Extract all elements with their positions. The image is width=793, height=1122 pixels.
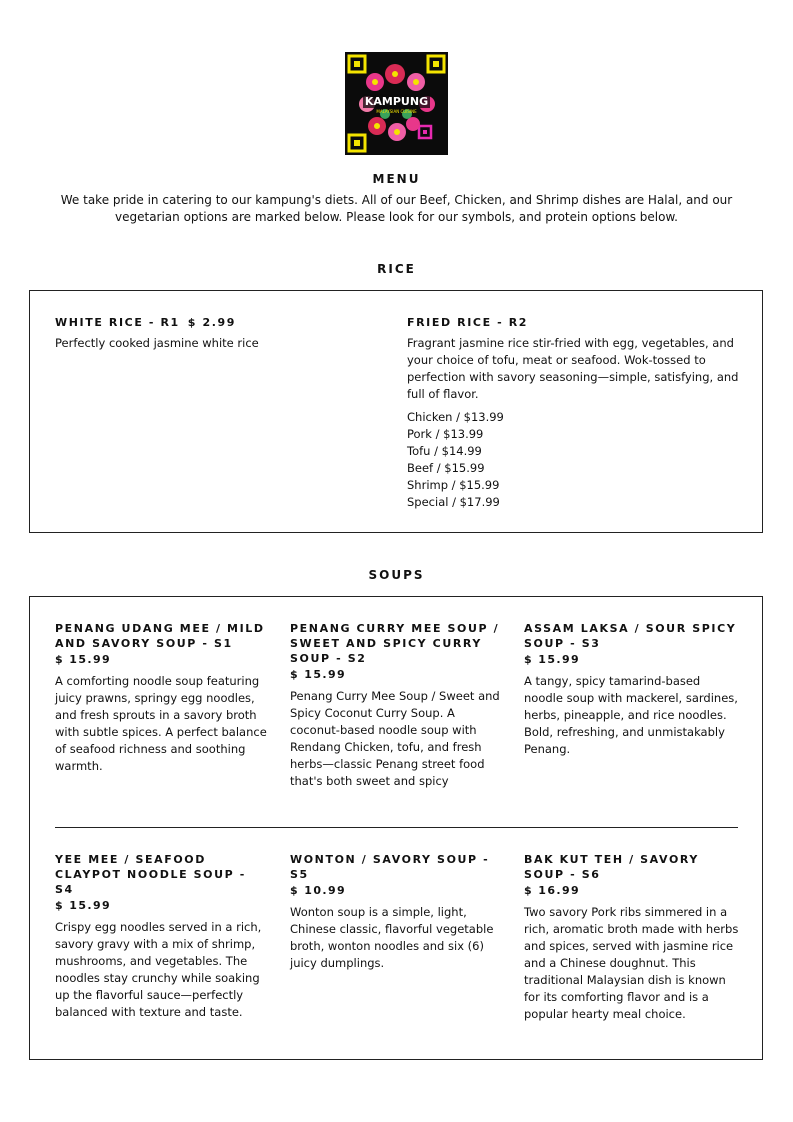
item-desc: Fragrant jasmine rice stir-fried with egg, vegetables, and your choice of tofu, meat or seafood. Wok-tossed to perfection with savory seasoning—simple, satisfying, and full of flavor. — [407, 336, 739, 401]
option-special: Special / $17.99 — [407, 495, 500, 509]
option-shrimp: Shrimp / $15.99 — [407, 478, 500, 492]
item-name: ASSAM LAKSA / SOUR SPICY SOUP - S3 — [524, 622, 737, 650]
menu-item-white-rice — [55, 315, 375, 352]
menu-item-s2 — [290, 621, 502, 790]
intro-text: We take pride in catering to our kampung's diets. All of our Beef, Chicken, and Shrimp dishes are Halal, and our vegetarian options are marked below. Please look for our symbols, and protein options below. — [60, 193, 733, 224]
logo-text-main: KAMPUNG — [364, 95, 429, 108]
option-beef: Beef / $15.99 — [407, 461, 485, 475]
rice-box — [29, 290, 763, 533]
option-pork: Pork / $13.99 — [407, 427, 484, 441]
item-name: WONTON / SAVORY SOUP - S5 — [290, 853, 490, 881]
item-name: FRIED RICE - R2 — [407, 316, 529, 329]
rice-section-title: RICE — [377, 262, 416, 276]
item-name: WHITE RICE - R1 $ 2.99 — [55, 316, 237, 329]
item-desc: A tangy, spicy tamarind-based noodle soup with mackerel, sardines, herbs, pineapple, and rice noodles. Bold, refreshing, and unmistakably Penang. — [524, 674, 738, 756]
kampung-logo — [345, 52, 448, 155]
menu-item-s6 — [524, 852, 742, 1023]
item-price: $ 15.99 — [55, 899, 112, 912]
item-name: PENANG CURRY MEE SOUP / SWEET AND SPICY CURRY SOUP - S2 — [290, 622, 500, 665]
menu-item-fried-rice — [407, 315, 739, 511]
item-price: $ 16.99 — [524, 884, 581, 897]
item-name: PENANG UDANG MEE / MILD AND SAVORY SOUP - S1 — [55, 622, 265, 650]
item-desc: Wonton soup is a simple, light, Chinese classic, flavorful vegetable broth, wonton noodles and six (6) juicy dumplings. — [290, 905, 494, 970]
soups-box — [29, 596, 763, 1060]
logo-text-sub: MALAYSIAN CUISINE — [376, 109, 417, 114]
item-desc: Penang Curry Mee Soup / Sweet and Spicy Coconut Curry Soup. A coconut-based noodle soup with Rendang Chicken, tofu, and fresh herbs—classic Penang street food that's both sweet and spicy — [290, 689, 500, 788]
item-name: BAK KUT TEH / SAVORY SOUP - S6 — [524, 853, 699, 881]
item-price: $ 10.99 — [290, 884, 347, 897]
item-desc: Two savory Pork ribs simmered in a rich, aromatic broth made with herbs and spices, served with jasmine rice and a Chinese doughnut. This traditional Malaysian dish is known for its comforting flavor and is a popular hearty meal choice. — [524, 905, 739, 1021]
soups-divider — [55, 827, 738, 828]
item-price: $ 2.99 — [187, 316, 237, 329]
logo-graphic — [345, 52, 448, 155]
menu-item-s1 — [55, 621, 267, 775]
option-chicken: Chicken / $13.99 — [407, 410, 504, 424]
item-price: $ 15.99 — [524, 653, 581, 666]
protein-options — [407, 409, 739, 511]
item-desc: A comforting noodle soup featuring juicy prawns, springy egg noodles, and fresh sprouts in a savory broth with subtle spices. A perfect balance of seafood richness and soothing warmth. — [55, 674, 267, 773]
item-desc: Perfectly cooked jasmine white rice — [55, 336, 259, 350]
menu-title: MENU — [372, 172, 421, 186]
item-name: YEE MEE / SEAFOOD CLAYPOT NOODLE SOUP - S4 — [55, 853, 246, 896]
menu-item-s5 — [290, 852, 505, 972]
menu-item-s3 — [524, 621, 740, 758]
menu-item-s4 — [55, 852, 267, 1021]
soups-section-title: SOUPS — [368, 568, 425, 582]
option-tofu: Tofu / $14.99 — [407, 444, 482, 458]
item-price: $ 15.99 — [290, 668, 347, 681]
item-desc: Crispy egg noodles served in a rich, savory gravy with a mix of shrimp, mushrooms, and vegetables. The noodles stay crunchy while soaking up the flavorful sauce—perfectly balanced with texture and taste. — [55, 920, 262, 1019]
item-price: $ 15.99 — [55, 653, 112, 666]
